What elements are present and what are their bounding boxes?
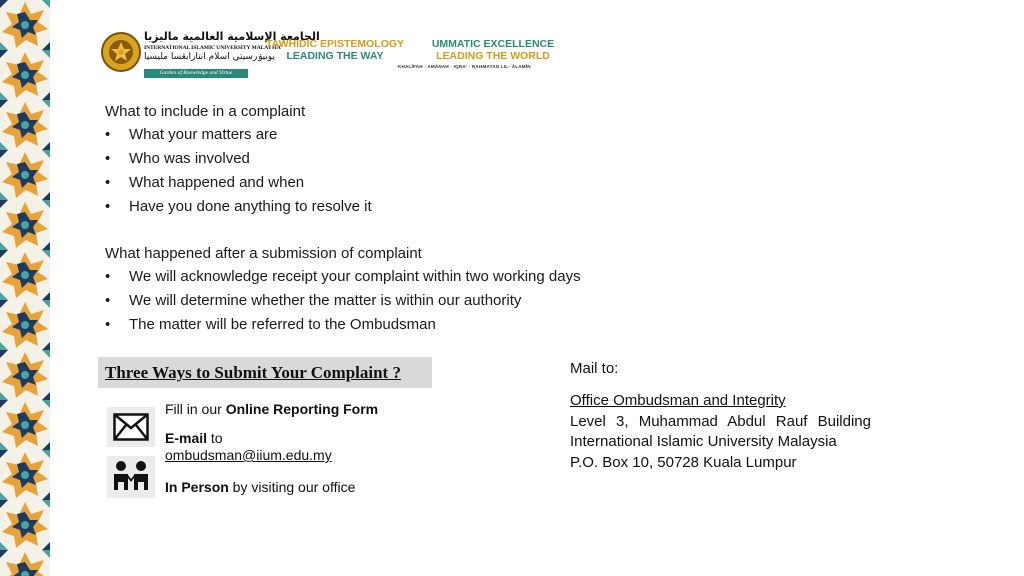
logo-english-name: INTERNATIONAL ISLAMIC UNIVERSITY MALAYSIA [144,45,281,51]
islamic-pattern-border [0,0,50,576]
slogan-ummatic [418,38,568,62]
logo-arabic-name: الجامعة الإسلامية العالمية ماليزيا [144,30,320,43]
after-list [105,265,581,337]
list-item: • The matter will be referred to the Ombudsman [105,313,581,337]
university-crest-icon [100,30,142,74]
include-heading: What to include in a complaint [105,103,306,120]
envelope-icon [113,413,149,441]
mail-label: Mail to: [570,360,619,377]
email-suffix: to [207,430,223,446]
address-postal: P.O. Box 10, 50728 Kuala Lumpur [570,454,797,471]
logo-malay-name: يونيۏرسيتي اسلام انتارابڠسا مليسيا [144,52,275,62]
slogan-left-bottom: LEADING THE WAY [286,50,384,62]
online-form-link[interactable]: Online Reporting Form [225,401,379,417]
online-prefix: Fill in our [165,401,226,417]
slogan-left-top: TAWHIDIC EPISTEMOLOGY [265,38,405,50]
people-icon-box [107,456,155,498]
in-person-suffix: by visiting our office [228,479,356,495]
address-building: Level 3, Muhammad Abdul Rauf Building [570,413,871,430]
list-item: • We will determine whether the matter is within our authority [105,289,581,313]
address-university: International Islamic University Malaysia [570,433,837,450]
logo-tagline: Garden of Knowledge and Virtue [144,69,248,78]
list-item: • We will acknowledge receipt your complaint within two working days [105,265,581,289]
email-address-link[interactable]: ombudsman@iium.edu.my [165,447,332,463]
list-item: • Who was involved [105,147,372,171]
envelope-icon-box [107,407,155,447]
email-label: E-mail [165,430,208,446]
slogan-right-top: UMMATIC EXCELLENCE [431,38,555,50]
list-item: • What happened and when [105,171,372,195]
email-text [165,430,223,446]
in-person-label: In Person [165,479,229,495]
slogan-right-bottom: LEADING THE WORLD [436,50,550,62]
online-form-text [165,401,378,417]
in-person-text [165,479,355,495]
list-item: • What your matters are [105,123,372,147]
include-list [105,123,372,219]
address-office: Office Ombudsman and Integrity [570,392,786,409]
core-values: KHALĪFAH · AMĀNAH · IQRA' · RAHMATAN LIL-ʿĀLAMĪN [398,64,531,69]
ways-title: Three Ways to Submit Your Complaint ? [105,363,401,382]
slogan-tawhidic [260,38,410,62]
people-icon [112,460,150,494]
university-logo [100,28,320,80]
after-heading: What happened after a submission of complaint [105,245,422,262]
list-item: • Have you done anything to resolve it [105,195,372,219]
ways-title-box [98,357,432,388]
